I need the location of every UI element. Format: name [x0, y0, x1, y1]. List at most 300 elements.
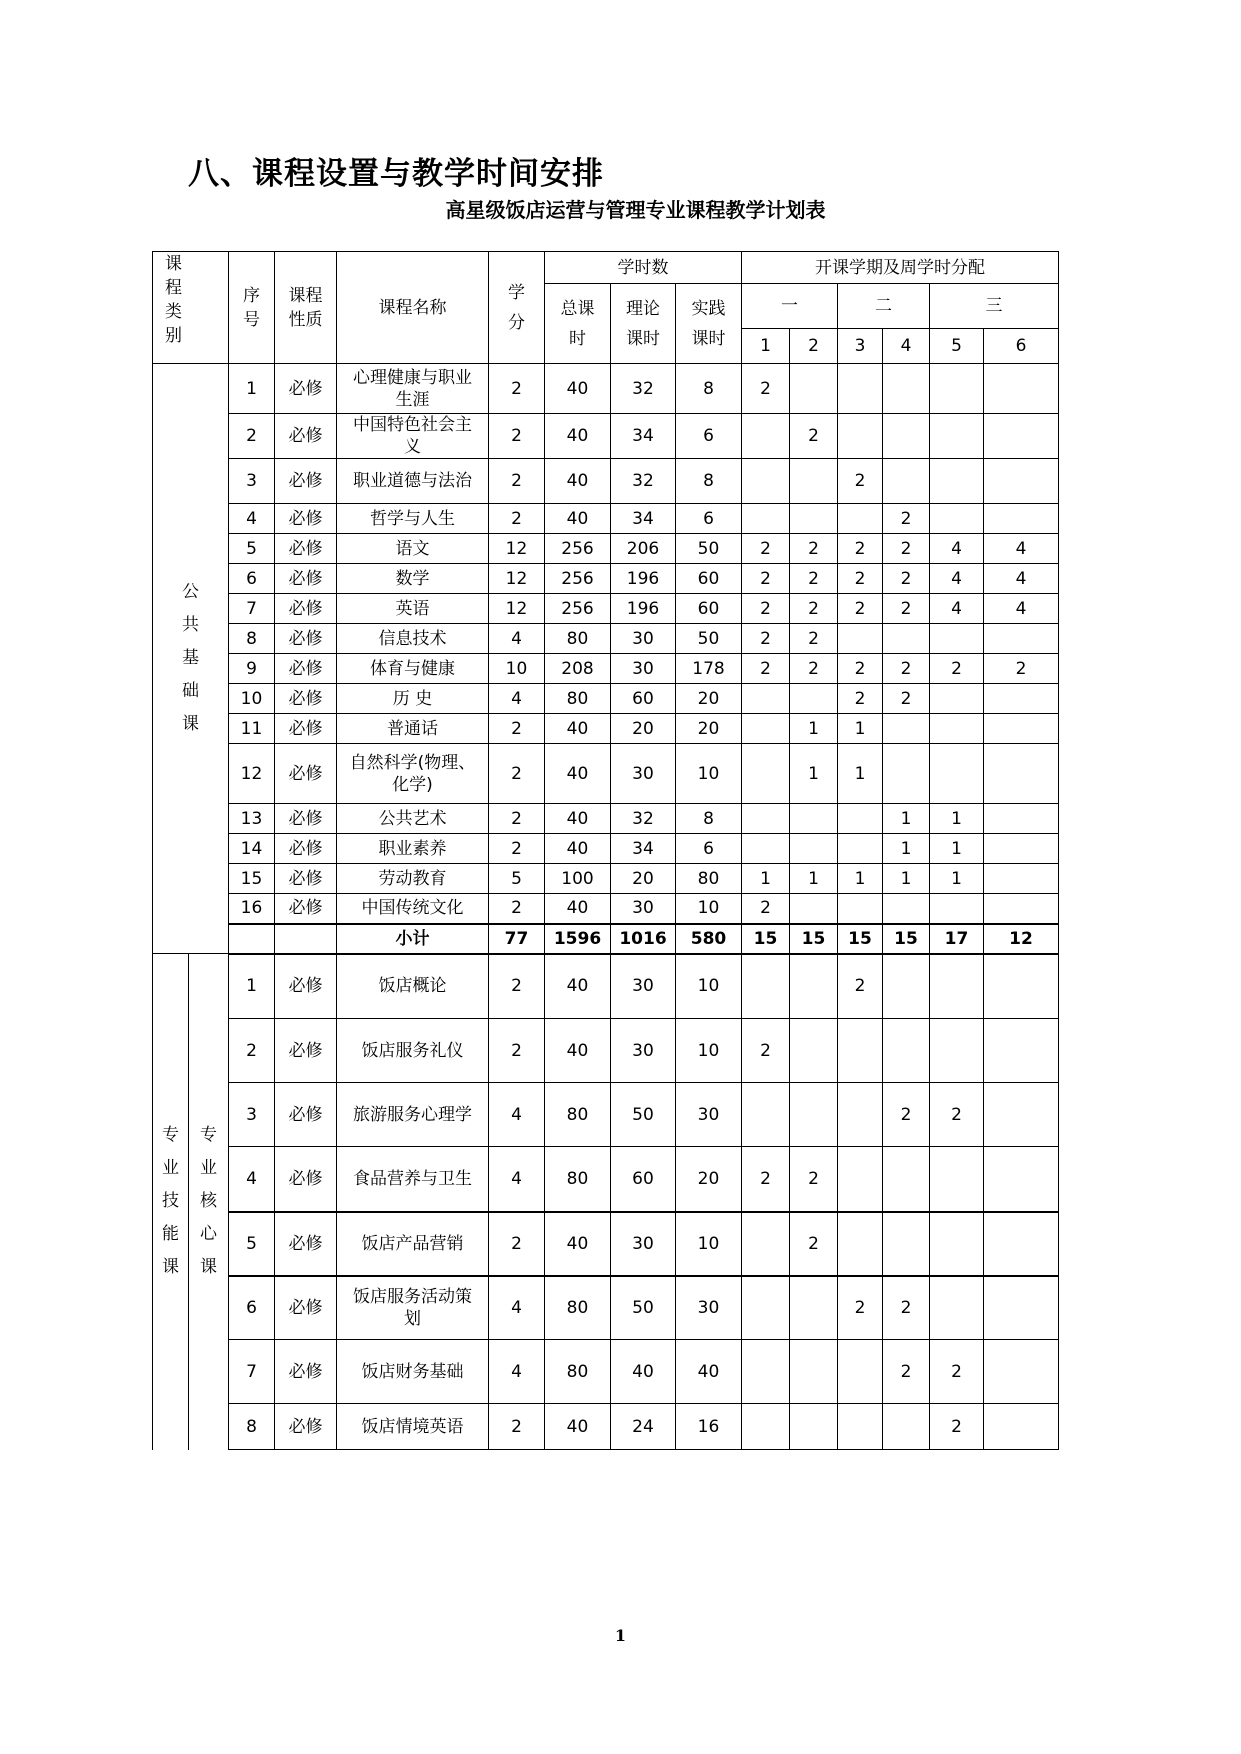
cell-semester-4: [883, 744, 930, 804]
cell-semester-1: 2: [742, 364, 790, 414]
header-credit: 学分: [489, 252, 545, 364]
cell-semester-6: [984, 894, 1059, 924]
cell-semester-6: [984, 1212, 1059, 1276]
cell-semester-1: [742, 504, 790, 534]
cell-semester-2: 2: [790, 624, 838, 654]
cell-nature: 必修: [275, 534, 337, 564]
cell-credit: 10: [489, 654, 545, 684]
cell-nature: 必修: [275, 744, 337, 804]
cell-semester-4: [883, 954, 930, 1019]
cell-semester-4: 1: [883, 834, 930, 864]
cell-semester-4: [883, 364, 930, 414]
cell-total: 80: [545, 1276, 611, 1340]
cell-no: 9: [229, 654, 275, 684]
cell-semester-5: [930, 624, 984, 654]
cell-semester-4: [883, 1404, 930, 1450]
cell-total: 40: [545, 1404, 611, 1450]
cell-semester-3: [838, 1019, 883, 1083]
table-row: [153, 534, 1059, 564]
cell-name: 饭店服务活动策划: [337, 1276, 489, 1340]
cell-semester-3: [838, 804, 883, 834]
page-number: 1: [614, 1626, 627, 1645]
cell-semester-3: 2: [838, 1276, 883, 1340]
cell-semester-3: 1: [838, 744, 883, 804]
table-row: [153, 894, 1059, 924]
cell-nature: 必修: [275, 364, 337, 414]
cell-name: 历 史: [337, 684, 489, 714]
table-row: [153, 364, 1059, 414]
cell-semester-5: 4: [930, 534, 984, 564]
cell-total: 40: [545, 894, 611, 924]
cell-semester-4: [883, 624, 930, 654]
cell-semester-2: 1: [790, 714, 838, 744]
cell-semester-1: [742, 834, 790, 864]
cell-semester-6: [984, 714, 1059, 744]
cell-semester-3: [838, 624, 883, 654]
header-semester: 4: [883, 329, 930, 364]
cell-total: 80: [545, 624, 611, 654]
cell-credit: 2: [489, 504, 545, 534]
cell-semester-5: 4: [930, 564, 984, 594]
cell-semester-4: 2: [883, 1340, 930, 1404]
cell-no: 8: [229, 624, 275, 654]
cell-practice: 30: [676, 1276, 742, 1340]
cell-credit: 4: [489, 1340, 545, 1404]
header-semester: 3: [838, 329, 883, 364]
cell-semester-3: 1: [838, 714, 883, 744]
cell-semester-1: 1: [742, 864, 790, 894]
cell-semester-5: 1: [930, 834, 984, 864]
cell-theory: 40: [611, 1340, 676, 1404]
cell-semester-3: 2: [838, 564, 883, 594]
cell-semester-2: 2: [790, 654, 838, 684]
cell-no: 5: [229, 1212, 275, 1276]
cell-name: 饭店服务礼仪: [337, 1019, 489, 1083]
table-row: [153, 1276, 1059, 1340]
cell-nature: 必修: [275, 414, 337, 459]
cell-no: 2: [229, 1019, 275, 1083]
cell-semester-3: [838, 504, 883, 534]
cell-semester-1: [742, 684, 790, 714]
cell-credit: 4: [489, 1083, 545, 1147]
cell-semester-4: 1: [883, 804, 930, 834]
header-year-3: 三: [930, 284, 1059, 329]
cell-name: 旅游服务心理学: [337, 1083, 489, 1147]
cell-semester-5: [930, 1212, 984, 1276]
header-semester: 5: [930, 329, 984, 364]
cell-nature: 必修: [275, 1083, 337, 1147]
cell-empty: [275, 924, 337, 954]
page-heading: 八、课程设置与教学时间安排: [188, 156, 604, 192]
cell-name: 哲学与人生: [337, 504, 489, 534]
header-semester: 6: [984, 329, 1059, 364]
cell-no: 5: [229, 534, 275, 564]
cell-semester-3: [838, 1404, 883, 1450]
cell-no: 2: [229, 414, 275, 459]
cell-credit: 12: [489, 564, 545, 594]
cell-semester-4: [883, 894, 930, 924]
cell-credit: 4: [489, 624, 545, 654]
cell-practice: 20: [676, 714, 742, 744]
subcategory-core: 专业核心课: [189, 954, 229, 1450]
cell-semester-6: [984, 1404, 1059, 1450]
cell-no: 14: [229, 834, 275, 864]
table-row: [153, 1083, 1059, 1147]
cell-credit: 12: [489, 534, 545, 564]
cell-name: 英语: [337, 594, 489, 624]
cell-name: 语文: [337, 534, 489, 564]
cell-nature: 必修: [275, 684, 337, 714]
cell-credit: 2: [489, 459, 545, 504]
cell-semester-1: [742, 804, 790, 834]
cell-semester-1: 2: [742, 1019, 790, 1083]
cell-practice: 20: [676, 1147, 742, 1212]
header-seq: 序号: [229, 252, 275, 364]
cell-semester-2: [790, 364, 838, 414]
cell-theory: 50: [611, 1083, 676, 1147]
table-row: [153, 1147, 1059, 1212]
cell-semester-6: [984, 1340, 1059, 1404]
subtotal-credit: 77: [489, 924, 545, 954]
cell-credit: 2: [489, 1212, 545, 1276]
cell-name: 体育与健康: [337, 654, 489, 684]
cell-theory: 30: [611, 1212, 676, 1276]
cell-semester-6: [984, 804, 1059, 834]
cell-semester-3: [838, 1083, 883, 1147]
cell-nature: 必修: [275, 624, 337, 654]
cell-total: 256: [545, 564, 611, 594]
cell-practice: 10: [676, 1212, 742, 1276]
cell-semester-3: [838, 1340, 883, 1404]
cell-practice: 60: [676, 564, 742, 594]
cell-total: 208: [545, 654, 611, 684]
cell-nature: 必修: [275, 654, 337, 684]
cell-nature: 必修: [275, 564, 337, 594]
cell-credit: 2: [489, 364, 545, 414]
cell-practice: 10: [676, 894, 742, 924]
cell-semester-1: [742, 414, 790, 459]
cell-semester-1: 2: [742, 1147, 790, 1212]
cell-semester-6: [984, 1276, 1059, 1340]
table-row: [153, 564, 1059, 594]
cell-theory: 60: [611, 1147, 676, 1212]
cell-name: 信息技术: [337, 624, 489, 654]
cell-theory: 24: [611, 1404, 676, 1450]
cell-credit: 2: [489, 1404, 545, 1450]
cell-semester-4: [883, 459, 930, 504]
cell-nature: 必修: [275, 594, 337, 624]
cell-semester-5: [930, 894, 984, 924]
cell-semester-1: [742, 1212, 790, 1276]
header-nature: 课程性质: [275, 252, 337, 364]
header-semester: 2: [790, 329, 838, 364]
cell-semester-1: [742, 1340, 790, 1404]
cell-semester-4: 2: [883, 684, 930, 714]
cell-semester-1: [742, 744, 790, 804]
cell-credit: 5: [489, 864, 545, 894]
cell-practice: 40: [676, 1340, 742, 1404]
cell-no: 4: [229, 504, 275, 534]
header-year-2: 二: [838, 284, 930, 329]
cell-total: 100: [545, 864, 611, 894]
cell-name: 心理健康与职业生涯: [337, 364, 489, 414]
cell-name: 饭店产品营销: [337, 1212, 489, 1276]
cell-semester-4: 2: [883, 1083, 930, 1147]
cell-theory: 196: [611, 594, 676, 624]
cell-semester-1: [742, 1276, 790, 1340]
cell-total: 40: [545, 459, 611, 504]
table-title: 高星级饭店运营与管理专业课程教学计划表: [445, 198, 826, 222]
cell-theory: 32: [611, 459, 676, 504]
cell-semester-6: 4: [984, 564, 1059, 594]
cell-semester-1: [742, 459, 790, 504]
cell-credit: 2: [489, 804, 545, 834]
header-semester: 1: [742, 329, 790, 364]
cell-no: 11: [229, 714, 275, 744]
cell-semester-2: 2: [790, 534, 838, 564]
cell-practice: 10: [676, 744, 742, 804]
cell-semester-3: 2: [838, 594, 883, 624]
cell-semester-5: 2: [930, 654, 984, 684]
cell-semester-2: 2: [790, 1212, 838, 1276]
cell-no: 16: [229, 894, 275, 924]
cell-semester-6: [984, 414, 1059, 459]
cell-semester-6: [984, 864, 1059, 894]
cell-no: 6: [229, 1276, 275, 1340]
cell-semester-4: 2: [883, 504, 930, 534]
cell-nature: 必修: [275, 1147, 337, 1212]
cell-semester-3: [838, 414, 883, 459]
cell-semester-3: 2: [838, 684, 883, 714]
cell-semester-2: 1: [790, 744, 838, 804]
cell-semester-4: [883, 1212, 930, 1276]
cell-name: 职业道德与法治: [337, 459, 489, 504]
cell-theory: 206: [611, 534, 676, 564]
cell-total: 40: [545, 744, 611, 804]
cell-practice: 6: [676, 504, 742, 534]
cell-theory: 50: [611, 1276, 676, 1340]
cell-semester-5: [930, 504, 984, 534]
cell-semester-2: [790, 1404, 838, 1450]
subtotal-theory: 1016: [611, 924, 676, 954]
cell-name: 职业素养: [337, 834, 489, 864]
cell-nature: 必修: [275, 1276, 337, 1340]
cell-nature: 必修: [275, 864, 337, 894]
cell-theory: 30: [611, 1019, 676, 1083]
table-row: [153, 654, 1059, 684]
cell-practice: 10: [676, 1019, 742, 1083]
cell-no: 3: [229, 1083, 275, 1147]
cell-theory: 30: [611, 894, 676, 924]
subtotal-label: 小计: [337, 924, 489, 954]
cell-semester-5: [930, 744, 984, 804]
cell-credit: 2: [489, 414, 545, 459]
cell-practice: 8: [676, 364, 742, 414]
cell-semester-5: [930, 714, 984, 744]
cell-semester-3: 2: [838, 534, 883, 564]
cell-credit: 4: [489, 1276, 545, 1340]
cell-semester-1: [742, 1083, 790, 1147]
subtotal-practice: 580: [676, 924, 742, 954]
cell-semester-2: [790, 459, 838, 504]
cell-semester-3: 2: [838, 459, 883, 504]
cell-total: 40: [545, 1212, 611, 1276]
cell-semester-3: [838, 894, 883, 924]
cell-practice: 178: [676, 654, 742, 684]
subtotal-semester-4: 15: [883, 924, 930, 954]
cell-semester-4: 2: [883, 1276, 930, 1340]
table-row: [153, 714, 1059, 744]
cell-name: 数学: [337, 564, 489, 594]
cell-semester-1: [742, 1404, 790, 1450]
header-total: 总课时: [545, 284, 611, 364]
cell-practice: 60: [676, 594, 742, 624]
cell-practice: 80: [676, 864, 742, 894]
course-plan-table: [152, 251, 1059, 1450]
table-row: [153, 1340, 1059, 1404]
cell-practice: 8: [676, 804, 742, 834]
cell-total: 40: [545, 714, 611, 744]
cell-semester-5: [930, 1019, 984, 1083]
cell-semester-4: 2: [883, 594, 930, 624]
cell-practice: 6: [676, 414, 742, 459]
cell-semester-6: [984, 624, 1059, 654]
cell-theory: 34: [611, 504, 676, 534]
cell-theory: 34: [611, 414, 676, 459]
cell-name: 中国特色社会主义: [337, 414, 489, 459]
cell-credit: 2: [489, 1019, 545, 1083]
table-row: [153, 414, 1059, 459]
cell-semester-4: [883, 1147, 930, 1212]
cell-total: 40: [545, 414, 611, 459]
cell-semester-2: [790, 804, 838, 834]
cell-semester-6: [984, 1147, 1059, 1212]
table-row: [153, 954, 1059, 1019]
cell-semester-4: [883, 714, 930, 744]
cell-practice: 30: [676, 1083, 742, 1147]
cell-nature: 必修: [275, 1019, 337, 1083]
cell-total: 80: [545, 1147, 611, 1212]
cell-semester-4: [883, 1019, 930, 1083]
cell-semester-5: 1: [930, 864, 984, 894]
cell-semester-3: [838, 364, 883, 414]
cell-name: 劳动教育: [337, 864, 489, 894]
cell-theory: 20: [611, 864, 676, 894]
cell-empty: [229, 924, 275, 954]
cell-no: 12: [229, 744, 275, 804]
cell-total: 80: [545, 1340, 611, 1404]
header-name: 课程名称: [337, 252, 489, 364]
cell-credit: 2: [489, 834, 545, 864]
cell-semester-1: [742, 714, 790, 744]
cell-theory: 34: [611, 834, 676, 864]
category-professional: 专业技能课: [153, 954, 189, 1450]
cell-no: 13: [229, 804, 275, 834]
cell-semester-5: [930, 414, 984, 459]
cell-no: 8: [229, 1404, 275, 1450]
cell-semester-6: 2: [984, 654, 1059, 684]
cell-theory: 60: [611, 684, 676, 714]
table-row: [153, 1212, 1059, 1276]
cell-total: 80: [545, 1083, 611, 1147]
cell-nature: 必修: [275, 834, 337, 864]
cell-credit: 4: [489, 684, 545, 714]
subtotal-semester-2: 15: [790, 924, 838, 954]
cell-semester-3: [838, 1212, 883, 1276]
table-row: [153, 684, 1059, 714]
cell-nature: 必修: [275, 1340, 337, 1404]
cell-nature: 必修: [275, 804, 337, 834]
cell-semester-2: [790, 1276, 838, 1340]
cell-semester-6: [984, 834, 1059, 864]
cell-semester-2: 2: [790, 594, 838, 624]
cell-nature: 必修: [275, 714, 337, 744]
cell-credit: 4: [489, 1147, 545, 1212]
cell-total: 40: [545, 1019, 611, 1083]
cell-semester-2: [790, 834, 838, 864]
cell-semester-5: 1: [930, 804, 984, 834]
subtotal-semester-5: 17: [930, 924, 984, 954]
cell-semester-4: 2: [883, 654, 930, 684]
cell-total: 40: [545, 504, 611, 534]
cell-no: 4: [229, 1147, 275, 1212]
table-row: [153, 864, 1059, 894]
cell-semester-6: 4: [984, 534, 1059, 564]
header-year-1: 一: [742, 284, 838, 329]
cell-theory: 30: [611, 744, 676, 804]
cell-semester-2: 2: [790, 1147, 838, 1212]
cell-practice: 10: [676, 954, 742, 1019]
cell-theory: 32: [611, 804, 676, 834]
cell-semester-1: 2: [742, 564, 790, 594]
table-row: [153, 804, 1059, 834]
cell-semester-5: [930, 684, 984, 714]
cell-semester-2: 2: [790, 414, 838, 459]
cell-semester-3: 2: [838, 954, 883, 1019]
cell-nature: 必修: [275, 1212, 337, 1276]
cell-total: 80: [545, 684, 611, 714]
cell-semester-2: 1: [790, 864, 838, 894]
cell-semester-1: 2: [742, 594, 790, 624]
cell-no: 7: [229, 1340, 275, 1404]
cell-semester-5: 2: [930, 1083, 984, 1147]
table-row: [153, 1019, 1059, 1083]
cell-semester-2: [790, 1340, 838, 1404]
header-theory: 理论课时: [611, 284, 676, 364]
header-terms-group: 开课学期及周学时分配: [742, 252, 1059, 284]
cell-semester-6: 4: [984, 594, 1059, 624]
cell-total: 40: [545, 804, 611, 834]
cell-semester-4: [883, 414, 930, 459]
subtotal-total: 1596: [545, 924, 611, 954]
cell-nature: 必修: [275, 504, 337, 534]
cell-name: 饭店财务基础: [337, 1340, 489, 1404]
cell-semester-1: 2: [742, 534, 790, 564]
subtotal-semester-6: 12: [984, 924, 1059, 954]
cell-semester-2: [790, 1083, 838, 1147]
cell-no: 1: [229, 954, 275, 1019]
cell-nature: 必修: [275, 459, 337, 504]
cell-no: 6: [229, 564, 275, 594]
cell-semester-6: [984, 1019, 1059, 1083]
cell-theory: 196: [611, 564, 676, 594]
cell-no: 1: [229, 364, 275, 414]
cell-name: 饭店概论: [337, 954, 489, 1019]
cell-no: 15: [229, 864, 275, 894]
cell-semester-3: 2: [838, 654, 883, 684]
cell-nature: 必修: [275, 894, 337, 924]
cell-semester-5: [930, 1276, 984, 1340]
